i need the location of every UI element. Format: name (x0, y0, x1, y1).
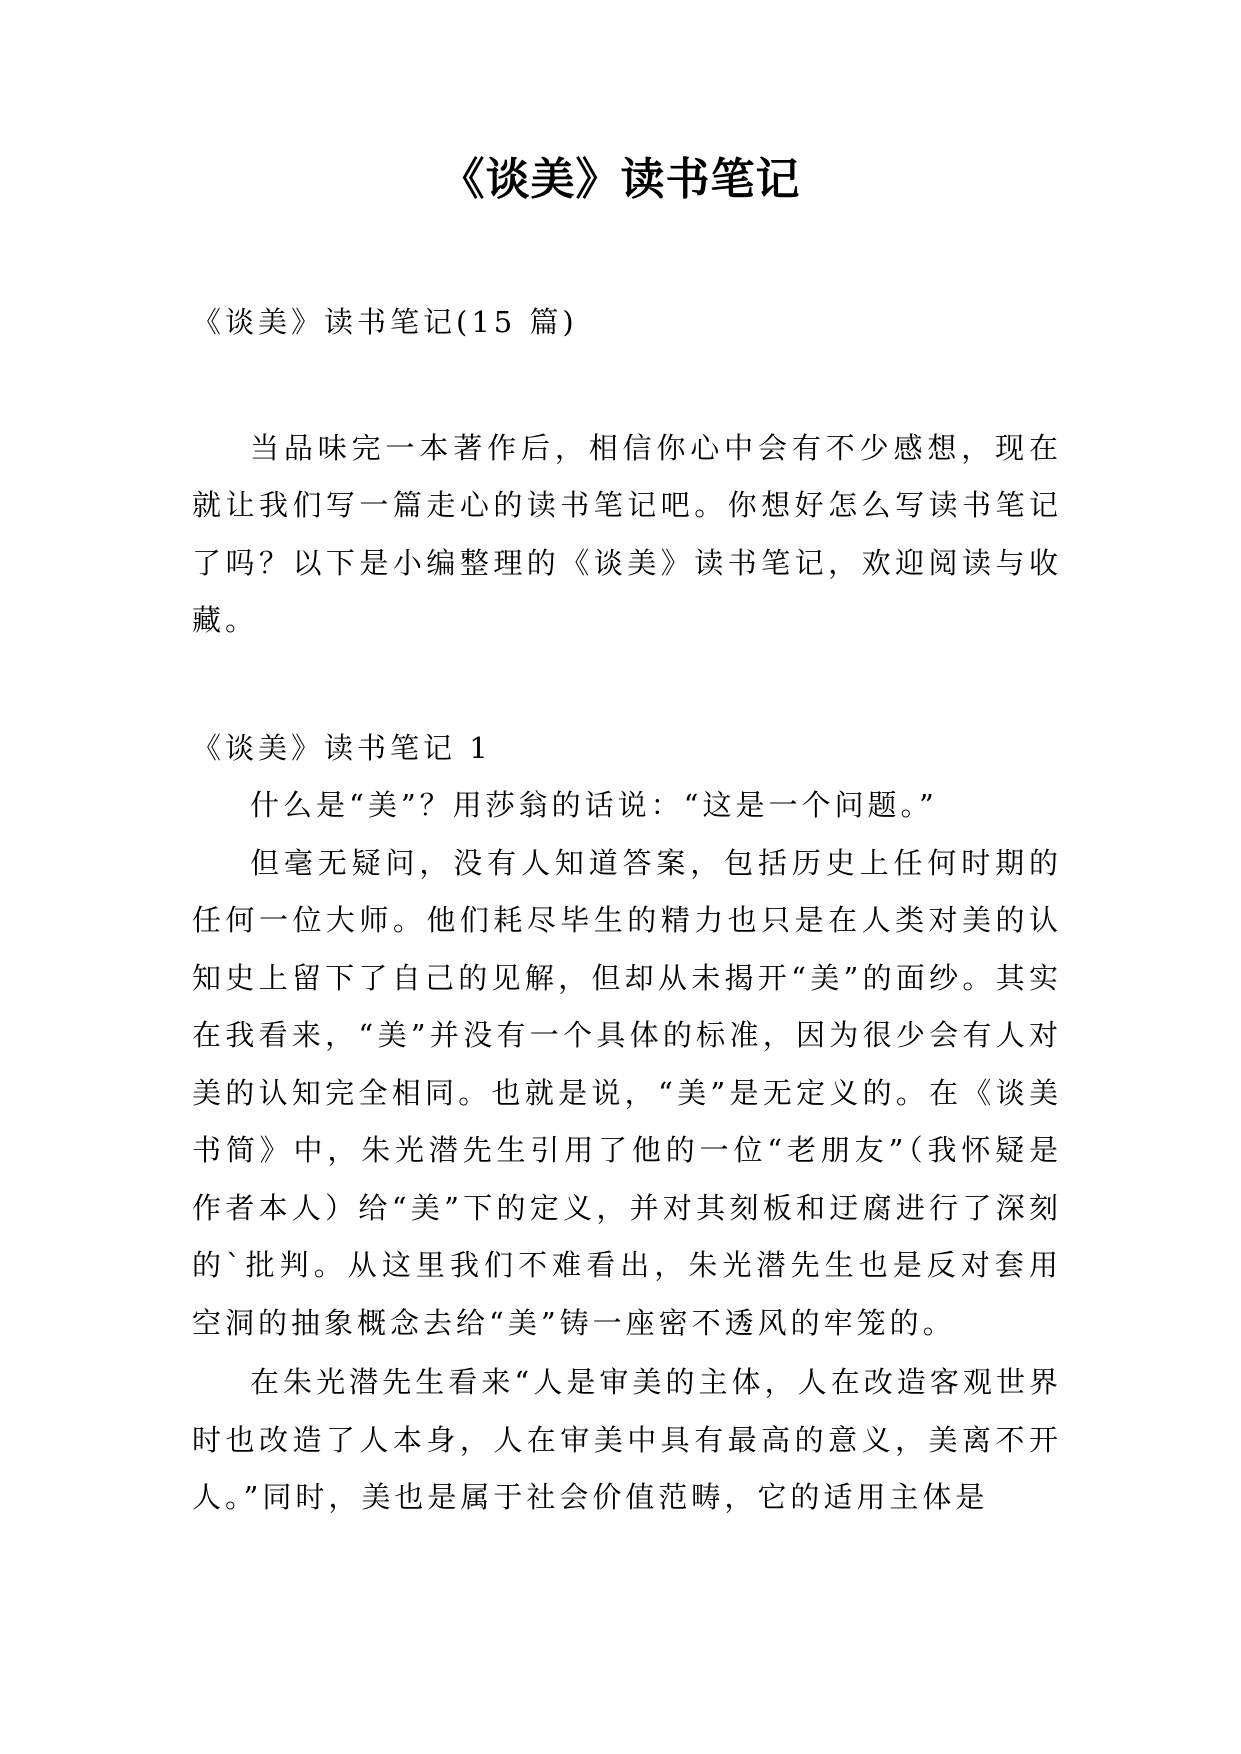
body-paragraph: 但毫无疑问，没有人知道答案，包括历史上任何时期的任何一位大师。他们耗尽毕生的精力也只是在人类对美的认知史上留下了自己的见解，但却从未揭开“美”的面纱。其实在我看来，“美”并没有一个具体的标准，因为很少会有人对美的认知完全相同。也就是说，“美”是无定义的。在《谈美书简》中，朱光潜先生引用了他的一位“老朋友”（我怀疑是作者本人）给“美”下的定义，并对其刻板和迂腐进行了深刻的`批判。从这里我们不难看出，朱光潜先生也是反对套用空洞的抽象概念去给“美”铸一座密不透风的牢笼的。 (192, 845, 1062, 1340)
section-heading: 《谈美》读书笔记 1 (192, 730, 492, 765)
document-subtitle: 《谈美》读书笔记(15 篇) (192, 305, 578, 339)
intro-paragraph: 当品味完一本著作后，相信你心中会有不少感想，现在就让我们写一篇走心的读书笔记吧。你想好怎么写读书笔记了吗？以下是小编整理的《谈美》读书笔记，欢迎阅读与收藏。 (192, 430, 1062, 637)
body-paragraph: 什么是“美”？用莎翁的话说：“这是一个问题。” (250, 788, 938, 822)
body-paragraph: 在朱光潜先生看来“人是审美的主体，人在改造客观世界时也改造了人本身，人在审美中具有最高的意义，美离不开人。”同时，美也是属于社会价值范畴，它的适用主体是 (192, 1365, 1062, 1514)
document-body (192, 294, 1062, 1527)
document-title: 《谈美》读书笔记 (440, 154, 801, 205)
